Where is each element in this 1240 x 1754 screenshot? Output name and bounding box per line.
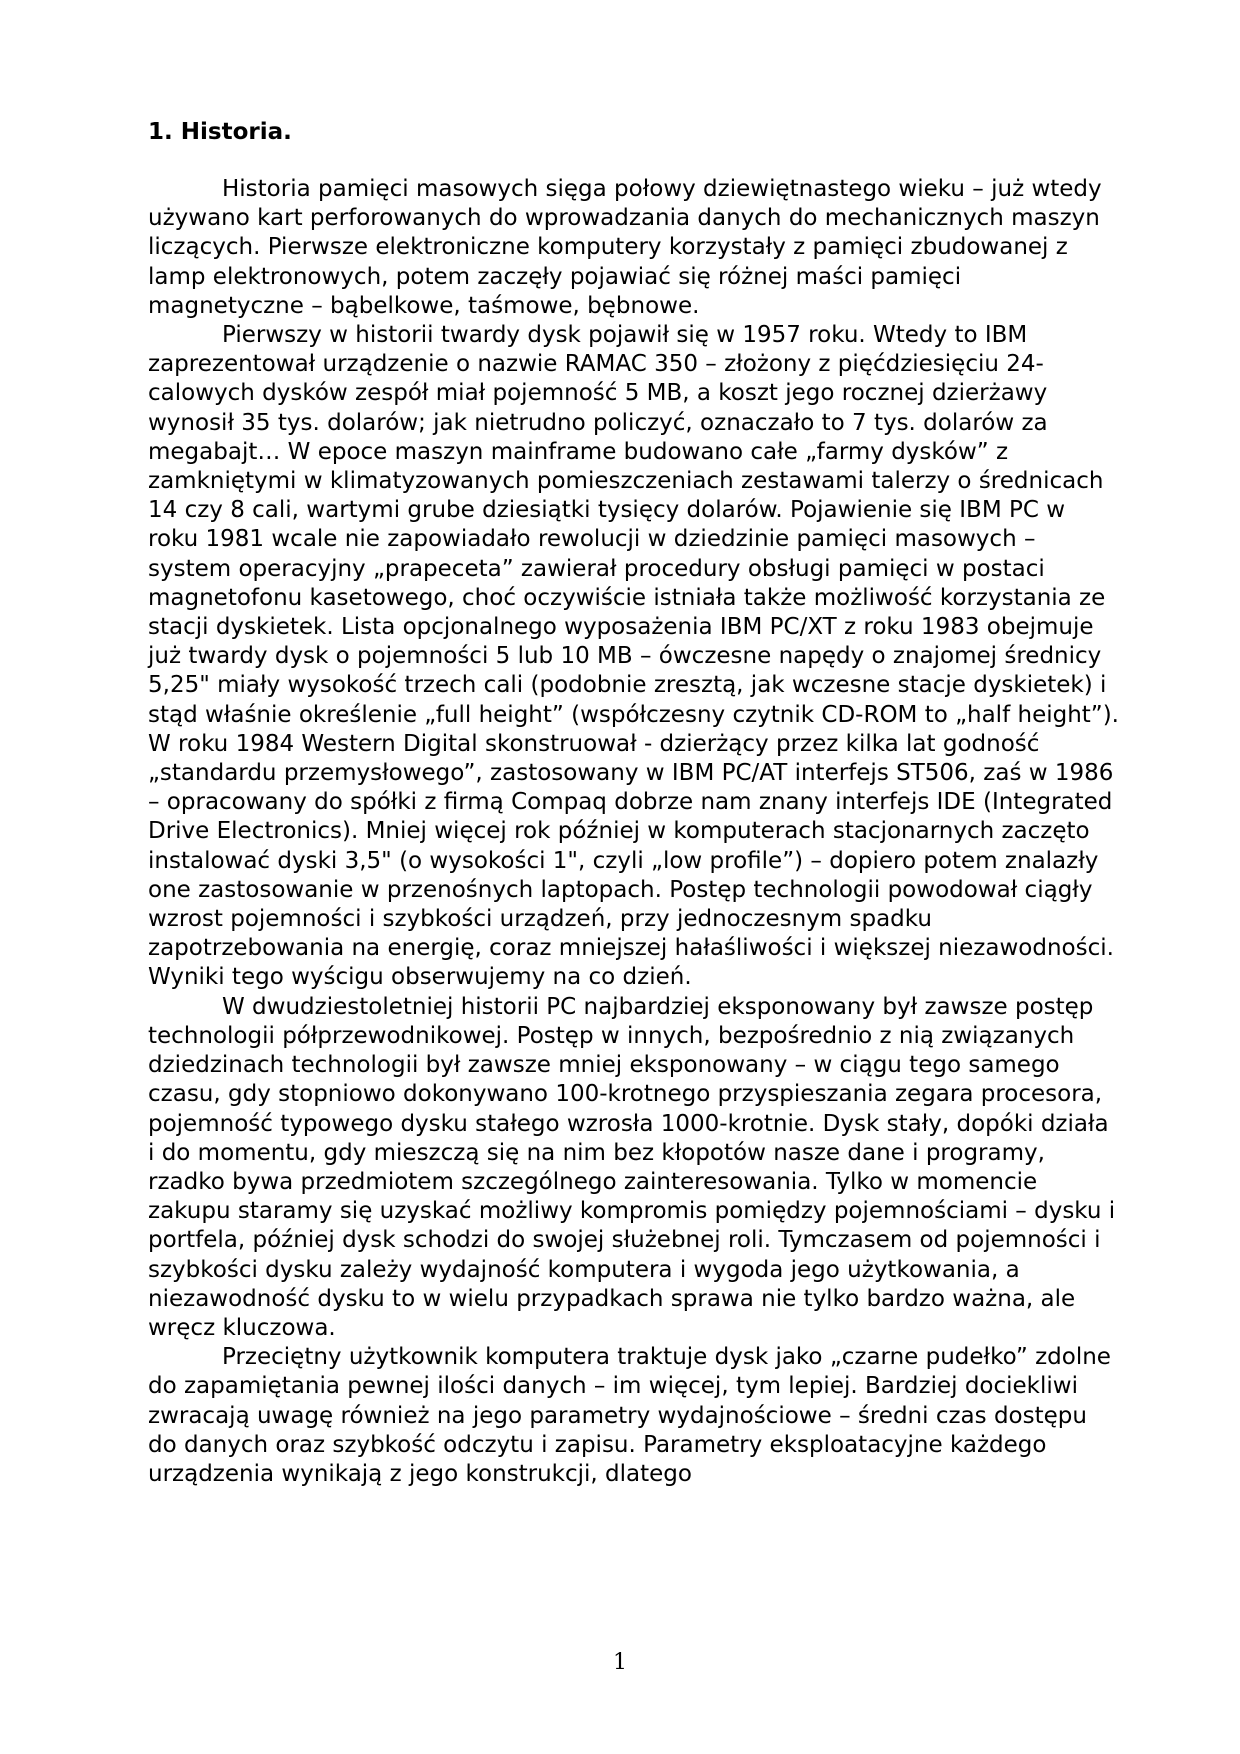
paragraph: W dwudziestoletniej historii PC najbardziej eksponowany był zawsze postęp technologii półprzewodnikowej. Postęp w innych, bezpośrednio z nią związanych dziedzinach technologii był zawsze mniej eksponowany – w ciągu tego samego czasu, gdy stopniowo dokonywano 100-krotnego przyspieszania zegara procesora, pojemność typowego dysku stałego wzrosła 1000-krotnie. Dysk stały, dopóki działa i do momentu, gdy mieszczą się na nim bez kłopotów nasze dane i programy, rzadko bywa przedmiotem szczególnego zainteresowania. Tylko w momencie zakupu staramy się uzyskać możliwy kompromis pomiędzy pojemnościami – dysku i portfela, później dysk schodzi do swojej służebnej roli. Tymczasem od pojemności i szybkości dysku zależy wydajność komputera i wygoda jego użytkowania, a niezawodność dysku to w wielu przypadkach sprawa nie tylko bardzo ważna, ale wręcz kluczowa. bbox=[148, 993, 1116, 1341]
section-heading: 1. Historia. bbox=[148, 119, 292, 145]
page-number: 1 bbox=[613, 1650, 627, 1675]
paragraph: Przeciętny użytkownik komputera traktuje dysk jako „czarne pudełko” zdolne do zapamiętania pewnej ilości danych – im więcej, tym lepiej. Bardziej dociekliwi zwracają uwagę również na jego parametry wydajnościowe – średni czas dostępu do danych oraz szybkość odczytu i zapisu. Parametry eksploatacyjne każdego urządzenia wynikają z jego konstrukcji, dlatego bbox=[148, 1344, 1111, 1487]
paragraph: Pierwszy w historii twardy dysk pojawił się w 1957 roku. Wtedy to IBM zaprezentował urządzenie o nazwie RAMAC 350 – złożony z pięćdziesięciu 24-calowych dysków zespół miał pojemność 5 MB, a koszt jego rocznej dzierżawy wynosił 35 tys. dolarów; jak nietrudno policzyć, oznaczało to 7 tys. dolarów za megabajt… W epoce maszyn mainframe budowano całe „farmy dysków” z zamkniętymi w klimatyzowanych pomieszczeniach zestawami talerzy o średnicach 14 czy 8 cali, wartymi grube dziesiątki tysięcy dolarów. Pojawienie się IBM PC w roku 1981 wcale nie zapowiadało rewolucji w dziedzinie pamięci masowych – system operacyjny „prapeceta” zawierał procedury obsługi pamięci w postaci magnetofonu kasetowego, choć oczywiście istniała także możliwość korzystania ze stacji dyskietek. Lista opcjonalnego wyposażenia IBM PC/XT z roku 1983 obejmuje już twardy dysk o pojemności 5 lub 10 MB – ówczesne napędy o znajomej średnicy 5,25" miały wysokość trzech cali (podobnie zresztą, jak wczesne stacje dyskietek) i stąd właśnie określenie „full height” (współczesny czytnik CD-ROM to „half height”). W roku 1984 Western Digital skonstruował - dzierżący przez kilka lat godność „standardu przemysłowego”, zastosowany w IBM PC/AT interfejs ST506, zaś w 1986 – opracowany do spółki z firmą Compaq dobrze nam znany interfejs IDE (Integrated Drive Electronics). Mniej więcej rok później w komputerach stacjonarnych zaczęto instalować dyski 3,5" (o wysokości 1", czyli „low profile”) – dopiero potem znalazły one zastosowanie w przenośnych laptopach. Postęp technologii powodował ciągły wzrost pojemności i szybkości urządzeń, przy jednoczesnym spadku zapotrzebowania na energię, coraz mniejszej hałaśliwości i większej niezawodności. Wyniki tego wyścigu obserwujemy na co dzień. bbox=[148, 322, 1119, 991]
body-text bbox=[148, 175, 1120, 1489]
paragraph: Historia pamięci masowych sięga połowy dziewiętnastego wieku – już wtedy używano kart perforowanych do wprowadzania danych do mechanicznych maszyn liczących. Pierwsze elektroniczne komputery korzystały z pamięci zbudowanej z lamp elektronowych, potem zaczęły pojawiać się różnej maści pamięci magnetyczne – bąbelkowe, taśmowe, bębnowe. bbox=[148, 176, 1102, 319]
